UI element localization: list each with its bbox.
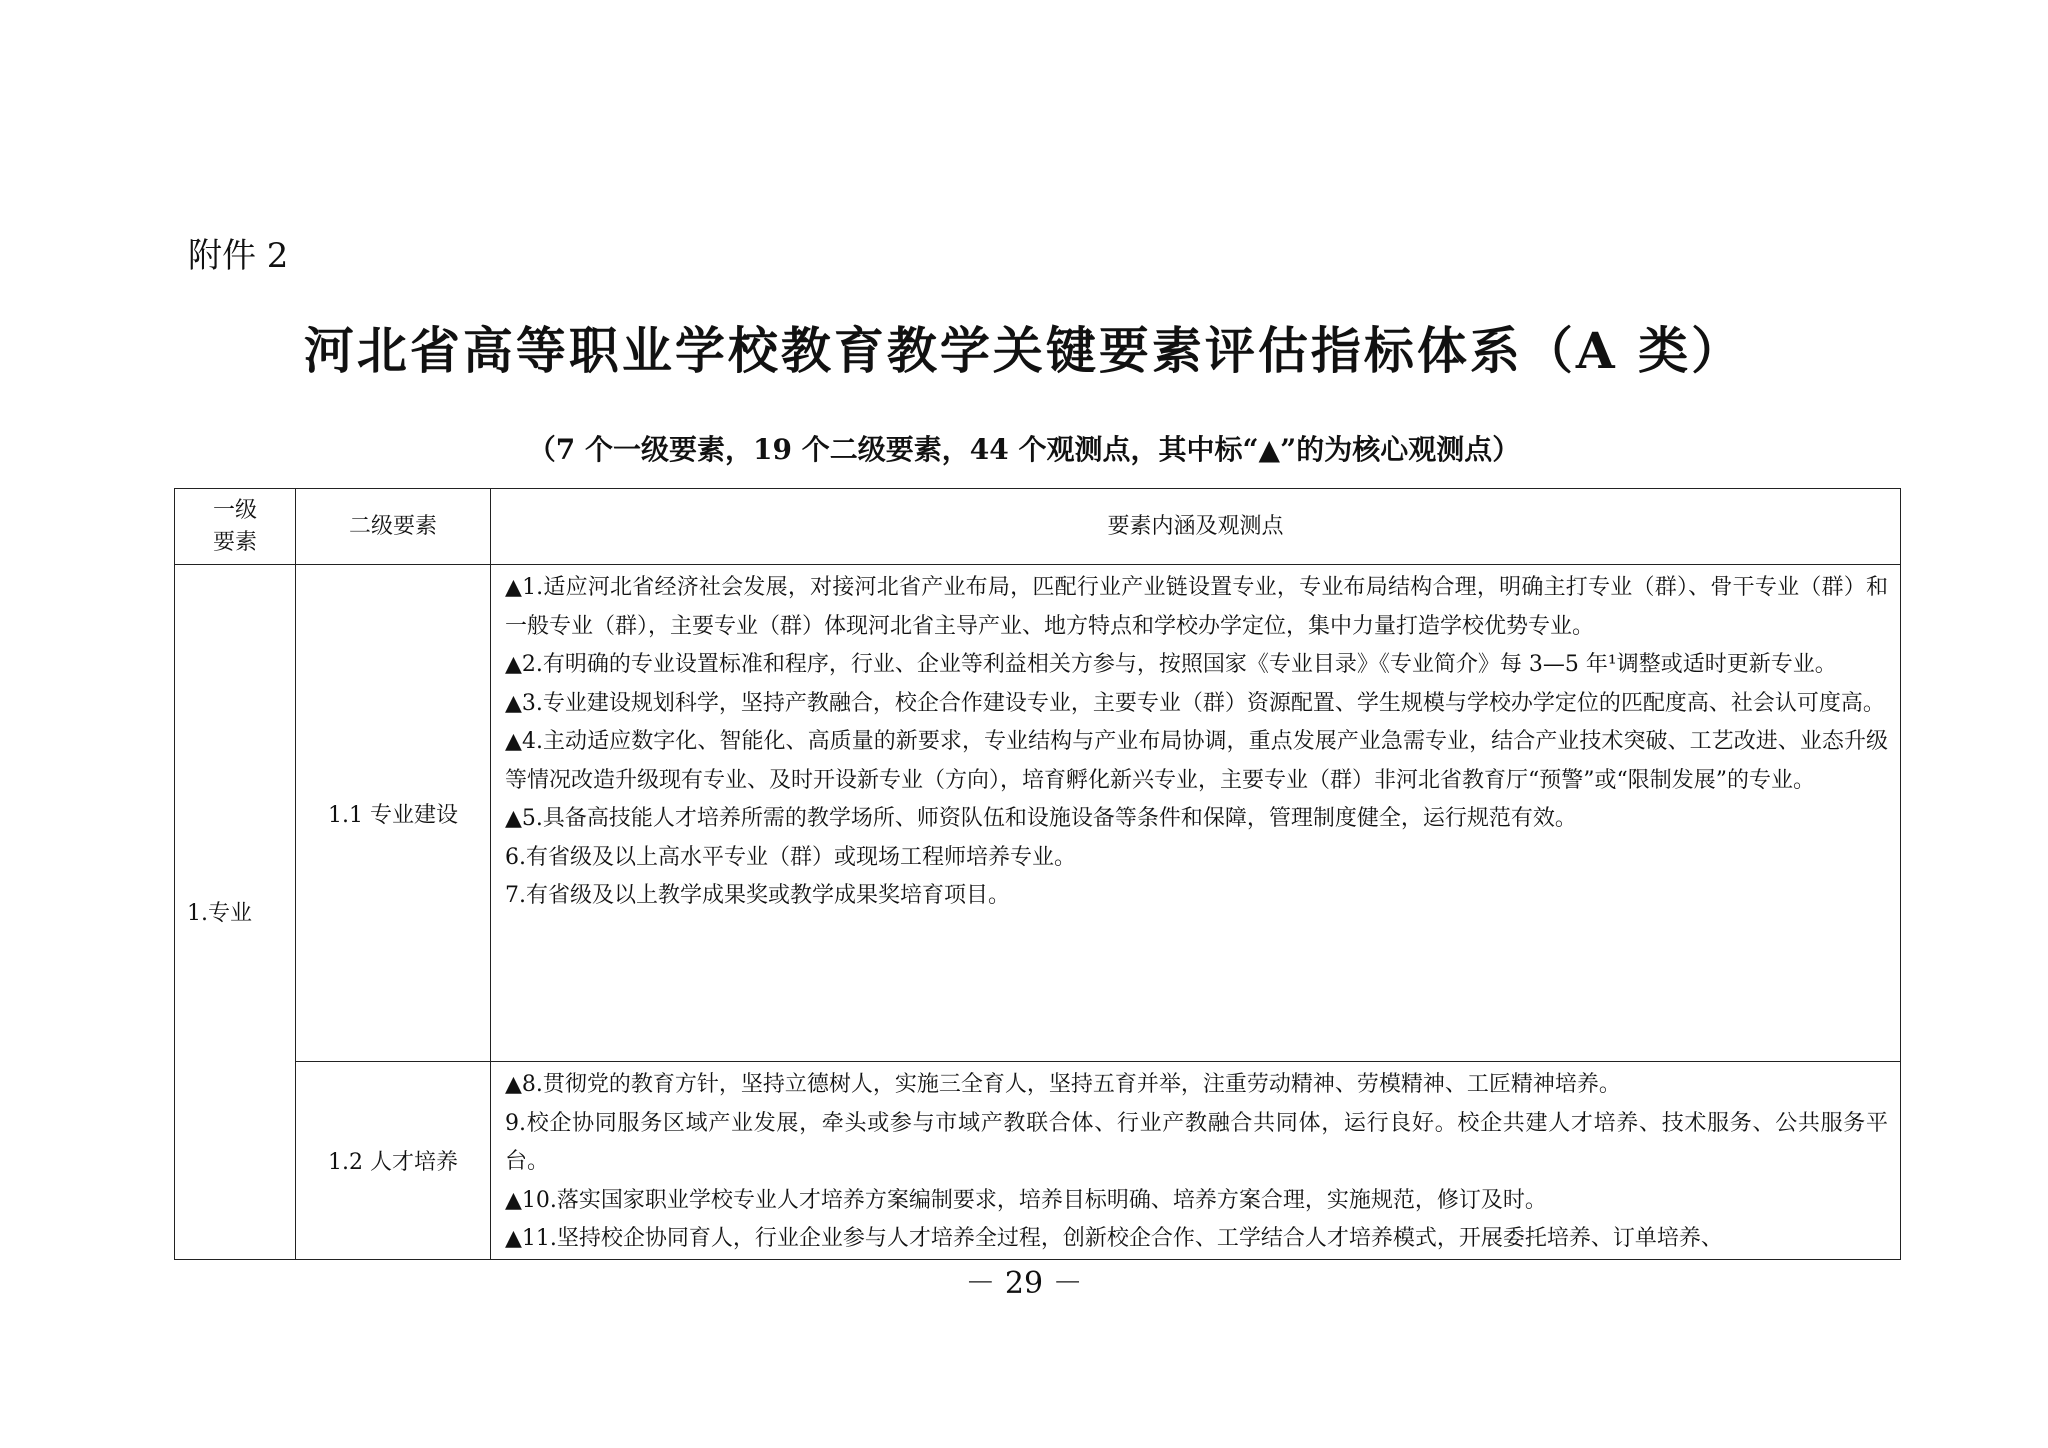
header-level1-line2: 要素	[212, 529, 257, 555]
evaluation-criteria-table	[174, 488, 1901, 1260]
table-header-row	[175, 489, 1901, 565]
observation-points-cell	[491, 1062, 1901, 1260]
header-content: 要素内涵及观测点	[491, 489, 1901, 565]
header-level1-line1: 一级	[212, 497, 257, 523]
observation-point: 7.有省级及以上教学成果奖或教学成果奖培育项目。	[505, 883, 1010, 908]
header-level2: 二级要素	[296, 489, 491, 565]
observation-point: ▲8.贯彻党的教育方针，坚持立德树人，实施三全育人，坚持五育并举，注重劳动精神、劳模精神、工匠精神培养。	[505, 1072, 1621, 1097]
observation-point: ▲10.落实国家职业学校专业人才培养方案编制要求，培养目标明确、培养方案合理，实施规范，修订及时。	[505, 1187, 1547, 1213]
observation-point: ▲4.主动适应数字化、智能化、高质量的新要求，专业结构与产业布局协调，重点发展产业急需专业，结合产业技术突破、工艺改进、业态升级等情况改造升级现有专业、及时开设新专业（方向），培育孵化新兴专业，主要专业（群）非河北省教育厅“预警”或“限制发展”的专业。	[505, 729, 1888, 793]
header-level1	[175, 489, 296, 565]
level1-cell: 1.专业	[175, 565, 296, 1260]
document-title: 河北省高等职业学校教育教学关键要素评估指标体系（A 类）	[303, 321, 1745, 380]
observation-point: ▲1.适应河北省经济社会发展，对接河北省产业布局，匹配行业产业链设置专业，专业布局结构合理，明确主打专业（群）、骨干专业（群）和一般专业（群），主要专业（群）体现河北省主导产业、地方特点和学校办学定位，集中力量打造学校优势专业。	[505, 575, 1888, 639]
level2-cell: 1.1 专业建设	[296, 565, 491, 1062]
observation-point: ▲5.具备高技能人才培养所需的教学场所、师资队伍和设施设备等条件和保障，管理制度健全，运行规范有效。	[505, 806, 1577, 831]
observation-point: ▲2.有明确的专业设置标准和程序，行业、企业等利益相关方参与，按照国家《专业目录》《专业简介》每 3—5 年¹调整或适时更新专业。	[505, 652, 1837, 677]
attachment-label: 附件 2	[188, 236, 289, 276]
level2-cell: 1.2 人才培养	[296, 1062, 491, 1260]
observation-points-cell	[491, 565, 1901, 1062]
observation-point: ▲11.坚持校企协同育人，行业企业参与人才培养全过程，创新校企合作、工学结合人才培养模式，开展委托培养、订单培养、	[505, 1226, 1723, 1251]
table-row	[175, 565, 1901, 1062]
observation-point: 6.有省级及以上高水平专业（群）或现场工程师培养专业。	[505, 844, 1076, 870]
observation-point: ▲3.专业建设规划科学，坚持产教融合，校企合作建设专业，主要专业（群）资源配置、学生规模与学校办学定位的匹配度高、社会认可度高。	[505, 690, 1885, 716]
observation-point: 9.校企协同服务区域产业发展，牵头或参与市域产教联合体、行业产教融合共同体，运行良好。校企共建人才培养、技术服务、公共服务平台。	[505, 1110, 1888, 1174]
document-subtitle: （7 个一级要素，19 个二级要素，44 个观测点，其中标“▲”的为核心观测点）	[527, 433, 1521, 466]
table-row	[175, 1062, 1901, 1260]
page-number: － 29 －	[965, 1266, 1083, 1301]
